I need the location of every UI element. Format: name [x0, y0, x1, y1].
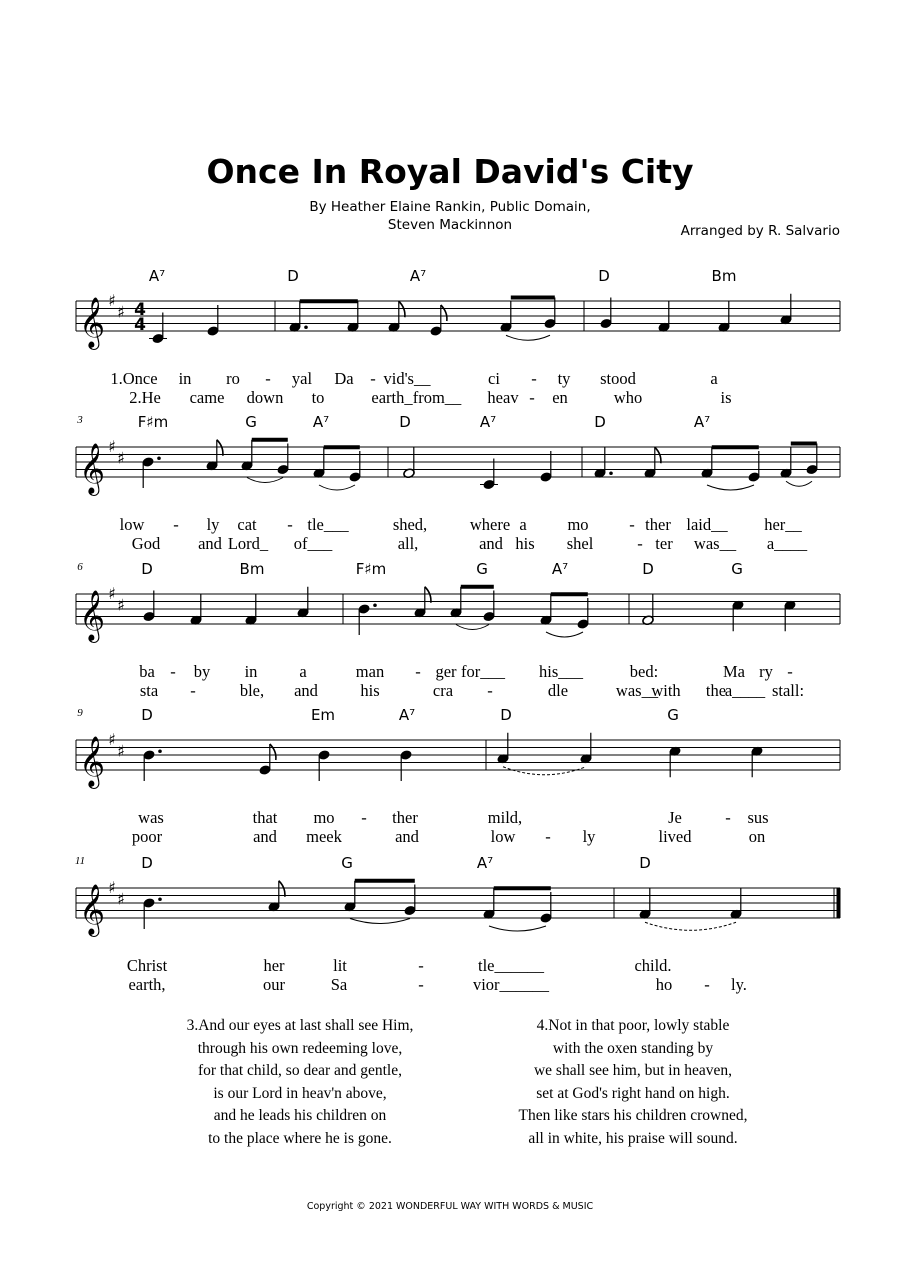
- dot: [157, 456, 161, 460]
- lyric-verse-1: -: [629, 515, 635, 534]
- note-flag: [655, 447, 661, 463]
- tie-dashed: [645, 922, 736, 930]
- verse-3-line: 3.And our eyes at last shall see Him,: [186, 1017, 414, 1034]
- copyright-notice: Copyright © 2021 WONDERFUL WAY WITH WORDS & MUSIC: [306, 1201, 594, 1212]
- lyric-verse-2: from__: [412, 388, 462, 407]
- lyric-verse-1: where: [469, 515, 511, 534]
- byline-line-2: Steven Mackinnon: [387, 217, 513, 233]
- lyric-verse-1: Je: [668, 808, 682, 827]
- verse-4-line: with the oxen standing by: [552, 1039, 714, 1057]
- chord-symbol: D: [141, 706, 153, 724]
- note-flag: [441, 305, 447, 321]
- chord-symbol: A⁷: [398, 706, 416, 724]
- lyric-verse-2: ter: [655, 534, 673, 553]
- treble-clef-icon: 𝄞: [78, 443, 106, 494]
- lyric-verse-1: in: [244, 662, 258, 681]
- measure-number: 9: [77, 707, 83, 719]
- treble-clef-icon: 𝄞: [78, 297, 106, 348]
- lyric-verse-2: and: [479, 534, 503, 553]
- time-signature-bottom: 4: [134, 315, 146, 335]
- chord-symbol: D: [500, 706, 512, 724]
- lyric-verse-1: ty: [557, 369, 571, 388]
- lyric-verse-1: stood: [600, 369, 636, 388]
- lyric-verse-2: en: [552, 388, 568, 407]
- lyric-verse-2: was__: [615, 681, 659, 700]
- lyric-verse-1: ba: [139, 662, 155, 681]
- note-flag: [425, 587, 431, 603]
- slur: [247, 478, 283, 483]
- slur: [506, 335, 550, 340]
- lyric-verse-2: and: [198, 534, 222, 553]
- staff-system: [76, 733, 840, 781]
- slur: [319, 485, 355, 490]
- lyric-verse-2: dle: [547, 681, 569, 700]
- lyric-verse-2: of___: [293, 534, 333, 553]
- lyric-verse-1: -: [170, 662, 176, 681]
- lyric-verse-2: 2.He: [129, 388, 161, 407]
- lyric-verse-2: his: [360, 681, 380, 700]
- lyric-verse-1: lit: [333, 956, 347, 975]
- lyric-verse-1: -: [415, 662, 421, 681]
- verse-3-line: to the place where he is gone.: [208, 1129, 392, 1147]
- staff-system: [76, 440, 840, 490]
- lyric-verse-1: a: [519, 515, 527, 534]
- lyric-verse-1: ry: [759, 662, 773, 681]
- lyric-verse-2: sta: [139, 681, 159, 700]
- verse-3-line: is our Lord in heav'n above,: [213, 1084, 387, 1102]
- lyric-verse-2: a____: [766, 534, 808, 553]
- lyric-verse-1: her__: [764, 515, 802, 534]
- lyric-verse-2: and: [294, 681, 318, 700]
- lyric-verse-1: ly: [206, 515, 220, 534]
- chord-symbol: D: [141, 854, 153, 872]
- lyric-verse-1: his___: [538, 662, 584, 681]
- lyric-verse-2: our: [263, 975, 285, 994]
- lyric-verse-2: -: [190, 681, 196, 700]
- dot: [158, 749, 162, 753]
- chord-symbol: A⁷: [551, 560, 569, 578]
- chord-symbol: D: [399, 413, 411, 431]
- lyric-verse-2: all,: [397, 534, 419, 553]
- measure-number: 11: [74, 855, 86, 867]
- lyric-verse-1: tle___: [307, 515, 349, 534]
- lyric-verse-2: -: [704, 975, 710, 994]
- slur: [707, 485, 754, 490]
- dot: [158, 897, 162, 901]
- chord-symbol: G: [476, 560, 488, 578]
- lyric-verse-2: with: [651, 681, 681, 700]
- lyric-verse-1: -: [370, 369, 376, 388]
- chord-symbol: A⁷: [479, 413, 497, 431]
- lyric-verse-1: -: [787, 662, 793, 681]
- lyric-verse-1: a: [299, 662, 307, 681]
- lyric-verse-2: meek: [306, 827, 342, 846]
- key-sharp-icon: ♯: [108, 878, 116, 897]
- lyric-verse-1: -: [361, 808, 367, 827]
- staff-system: [76, 587, 840, 637]
- lyric-verse-2: on: [748, 827, 766, 846]
- key-sharp-icon: ♯: [117, 889, 125, 909]
- lyric-verse-1: yal: [291, 369, 313, 388]
- lyric-verse-2: vior______: [472, 975, 550, 994]
- treble-clef-icon: 𝄞: [78, 736, 106, 787]
- lyric-verse-2: a____: [724, 681, 766, 700]
- lyric-verse-1: cat: [237, 515, 257, 534]
- chord-symbol: A⁷: [312, 413, 330, 431]
- lyric-verse-2: came: [189, 388, 225, 407]
- lyric-verse-2: earth,: [128, 975, 166, 994]
- key-sharp-icon: ♯: [108, 584, 116, 603]
- song-title: Once In Royal David's City: [206, 152, 694, 191]
- lyric-verse-1: her: [263, 956, 285, 975]
- verse-4-line: all in white, his praise will sound.: [528, 1129, 738, 1147]
- lyric-verse-1: -: [173, 515, 179, 534]
- lyric-verse-2: heav: [487, 388, 519, 407]
- lyric-verse-2: Lord_: [227, 534, 269, 553]
- lyric-verse-1: was: [138, 808, 164, 827]
- chord-symbol: G: [245, 413, 257, 431]
- lyric-verse-2: ble,: [239, 681, 265, 700]
- lyric-verse-2: lived: [658, 827, 692, 846]
- lyric-verse-1: Da: [334, 369, 354, 388]
- lyric-verse-1: low: [119, 515, 145, 534]
- key-sharp-icon: ♯: [108, 730, 116, 749]
- chord-symbol: Bm: [711, 267, 737, 285]
- lyric-verse-2: Sa: [330, 975, 348, 994]
- lyric-verse-2: -: [637, 534, 643, 553]
- lyric-verse-2: ly.: [731, 975, 747, 994]
- chord-symbol: G: [341, 854, 353, 872]
- lyric-verse-1: Christ: [126, 956, 168, 975]
- chord-symbol: D: [287, 267, 299, 285]
- verse-4: [483, 1015, 783, 1150]
- lyric-verse-2: earth_: [371, 388, 413, 407]
- verse-3-line: for that child, so dear and gentle,: [197, 1062, 402, 1079]
- lyric-verse-2: was__: [693, 534, 737, 553]
- lyric-verse-1: vid's__: [383, 369, 431, 388]
- lyric-verse-2: shel: [566, 534, 594, 553]
- lyric-verse-1: ger: [435, 662, 457, 681]
- lyric-verse-2: stall:: [771, 681, 805, 700]
- chord-symbol: G: [667, 706, 679, 724]
- lyric-verse-2: poor: [131, 827, 163, 846]
- lyric-verse-1: laid__: [686, 515, 728, 534]
- lyric-verse-2: -: [487, 681, 493, 700]
- lyric-verse-1: in: [178, 369, 192, 388]
- lyric-verse-2: ho: [655, 975, 673, 994]
- lyric-verse-1: man: [355, 662, 385, 681]
- slur: [456, 625, 489, 630]
- verse-3-line: through his own redeeming love,: [197, 1039, 403, 1057]
- lyric-verse-1: child.: [634, 956, 672, 975]
- lyric-verse-1: tle______: [478, 956, 544, 975]
- lyric-verse-2: down: [246, 388, 284, 407]
- chord-symbol: Bm: [239, 560, 265, 578]
- note-flag: [399, 301, 405, 317]
- lyric-verse-2: -: [545, 827, 551, 846]
- lyric-verse-2: -: [529, 388, 535, 407]
- lyric-verse-1: a: [710, 369, 718, 388]
- chord-symbol: A⁷: [409, 267, 427, 285]
- slur: [546, 632, 583, 637]
- treble-clef-icon: 𝄞: [78, 590, 106, 641]
- verse-3-line: and he leads his children on: [213, 1107, 387, 1124]
- chord-symbol: D: [598, 267, 610, 285]
- lyric-verse-2: his: [515, 534, 535, 553]
- dot: [304, 325, 308, 329]
- lyric-verse-2: who: [613, 388, 643, 407]
- verse-4-line: Then like stars his children crowned,: [518, 1107, 748, 1124]
- lyric-verse-2: low: [490, 827, 516, 846]
- chord-symbol: A⁷: [693, 413, 711, 431]
- lyric-verse-2: and: [253, 827, 277, 846]
- lyric-verse-1: ro: [226, 369, 240, 388]
- note-flag: [217, 440, 223, 456]
- chord-symbol: Em: [310, 706, 336, 724]
- staff-system: [76, 881, 840, 931]
- dot: [609, 471, 613, 475]
- slur: [786, 481, 812, 486]
- arranger-credit: Arranged by R. Salvario: [680, 223, 840, 239]
- key-sharp-icon: ♯: [117, 448, 125, 468]
- verse-4-line: set at God's right hand on high.: [536, 1084, 730, 1102]
- lyric-verse-1: that: [252, 808, 278, 827]
- slur: [350, 919, 410, 924]
- lyric-verse-2: is: [720, 388, 732, 407]
- lyric-verse-2: to: [311, 388, 325, 407]
- chord-symbol: F♯m: [137, 413, 169, 431]
- lyric-verse-1: bed:: [629, 662, 659, 681]
- lyric-verse-1: mo: [567, 515, 589, 534]
- chord-symbol: A⁷: [148, 267, 166, 285]
- chord-symbol: A⁷: [476, 854, 494, 872]
- lyric-verse-1: mild,: [487, 808, 523, 827]
- chord-symbol: D: [141, 560, 153, 578]
- chord-symbol: D: [639, 854, 651, 872]
- key-sharp-icon: ♯: [117, 741, 125, 761]
- key-sharp-icon: ♯: [117, 595, 125, 615]
- verse-4-line: 4.Not in that poor, lowly stable: [536, 1017, 730, 1034]
- key-sharp-icon: ♯: [108, 437, 116, 456]
- lyric-verse-2: God: [131, 534, 161, 553]
- lyric-verse-1: -: [531, 369, 537, 388]
- lyric-verse-1: sus: [747, 808, 769, 827]
- lyric-verse-1: -: [725, 808, 731, 827]
- tie-dashed: [503, 767, 586, 775]
- chord-symbol: G: [731, 560, 743, 578]
- lyric-verse-1: Ma: [723, 662, 745, 681]
- key-sharp-icon: ♯: [108, 291, 116, 310]
- lyric-verse-1: mo: [313, 808, 335, 827]
- lyric-verse-1: by: [193, 662, 211, 681]
- lyric-verse-1: 1.Once: [110, 369, 158, 388]
- measure-number: 6: [77, 561, 83, 573]
- lyric-verse-1: -: [418, 956, 424, 975]
- slur: [489, 926, 546, 931]
- note-flag: [279, 881, 285, 897]
- chord-symbol: D: [642, 560, 654, 578]
- lyric-verse-2: the: [705, 681, 727, 700]
- lyric-verse-1: -: [265, 369, 271, 388]
- verse-3: [150, 1015, 450, 1150]
- time-signature-top: 4: [134, 300, 146, 320]
- lyric-verse-2: and: [395, 827, 419, 846]
- verse-4-line: we shall see him, but in heaven,: [533, 1062, 732, 1079]
- lyric-verse-1: ci: [488, 369, 500, 388]
- note-flag: [270, 744, 276, 760]
- measure-number: 3: [77, 414, 83, 426]
- chord-symbol: D: [594, 413, 606, 431]
- lyric-verse-1: -: [287, 515, 293, 534]
- lyric-verse-2: ly: [582, 827, 596, 846]
- lyric-verse-2: cra: [432, 681, 454, 700]
- lyric-verse-1: shed,: [392, 515, 428, 534]
- chord-symbol: F♯m: [355, 560, 387, 578]
- dot: [373, 603, 377, 607]
- lyric-verse-1: ther: [392, 808, 418, 827]
- byline-line-1: By Heather Elaine Rankin, Public Domain,: [309, 199, 591, 215]
- treble-clef-icon: 𝄞: [78, 884, 106, 935]
- staff-system: [76, 294, 840, 344]
- lyric-verse-1: ther: [645, 515, 671, 534]
- key-sharp-icon: ♯: [117, 302, 125, 322]
- lyric-verse-2: -: [418, 975, 424, 994]
- lyric-verse-1: for___: [461, 662, 505, 681]
